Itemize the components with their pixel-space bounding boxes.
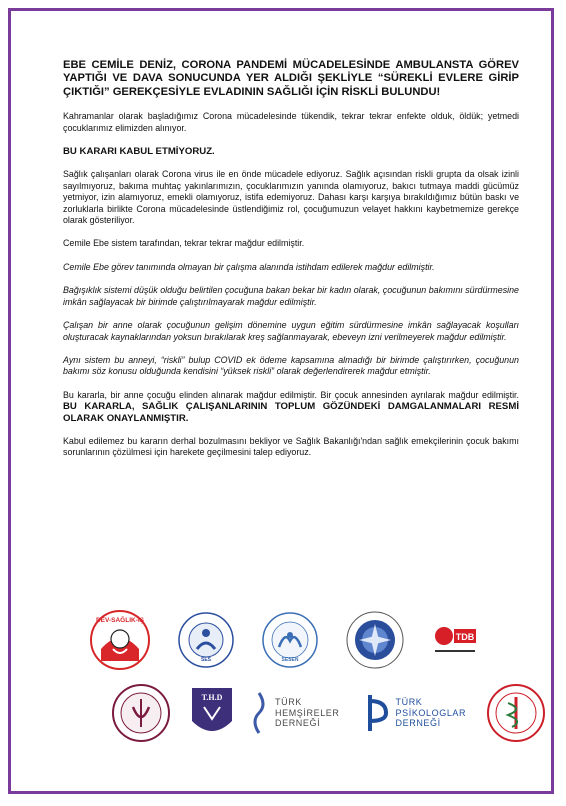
- paragraph-1: Kahramanlar olarak başladığımız Corona mücadelesinde tükendik, tekrar tekrar enfekte olduk, öldük; yetmedi çocuklarımız elimizden alınıyor.: [63, 111, 519, 133]
- logo-row-1: [89, 609, 505, 671]
- turk-hemsireler-dernegi-label: TÜRK HEMŞİRELER DERNEĞİ: [275, 697, 340, 729]
- paragraph-5: Bağışıklık sistemi düşük olduğu belirtilen çocuğuna bakan bekar bir kadın olarak, çocuğunun bakımını sürdürmesine imkân sağlayacak bir birimde çalıştırılmayarak mağdur edilmiştir.: [63, 285, 519, 307]
- paragraph-7: Aynı sistem bu anneyi, “riskli” bulup COVID ek ödeme kapsamına almadığı bir birimde çalıştırırken, çocuğunun bakımı söz konusu olduğunda kendisini “yüksek riskli” olarak değerlendirerek mağdur etmiştir.: [63, 354, 519, 377]
- paragraph-6: Çalışan bir anne olarak çocuğunun gelişim dönemine uygun eğitim sürdürmesine imkân sağlayacak koşulları oluşturacak kaynaklarından yoksun bırakılarak kreş sağlanmayarak, ebeveyn izni verilmeyerek mağdur edilmiştir.: [63, 320, 519, 342]
- turk-psikologlar-dernegi-label: TÜRK PSİKOLOGLAR DERNEĞİ: [395, 697, 467, 729]
- paragraph-9: Kabul edilemez bu kararın derhal bozulmasını bekliyor ve Sağlık Bakanlığı'ndan sağlık emekçilerinin çocuk bakımı sorunlarının çözülmesi için harekete geçilmesini talep ediyoruz.: [63, 435, 519, 458]
- paragraph-3: Cemile Ebe sistem tarafından, tekrar tekrar mağdur edilmiştir.: [63, 238, 305, 249]
- document-frame: [8, 8, 554, 794]
- dev-saglik-is-label: DEV-SAĞLIK-İŞ: [95, 617, 145, 624]
- ses-label: SES: [200, 657, 212, 663]
- logo-row-2: [111, 683, 554, 743]
- paragraph-8-text: Bu kararla, bir anne çocuğu elinden alınarak mağdur edilmiştir. Bir çocuk annesinden ayrılarak mağdur edilmiştir.: [63, 389, 519, 400]
- tdb-label: TDB: [455, 632, 475, 642]
- thd-label: T.H.D: [201, 693, 223, 702]
- document-body: [63, 59, 519, 459]
- circle-emblem-logo: [345, 610, 405, 670]
- section-heading: BU KARARI KABUL ETMİYORUZ.: [63, 146, 215, 158]
- turk-eczacilari-birligi-logo: [111, 683, 171, 743]
- thd-logo: [189, 685, 235, 741]
- sesen-logo: [261, 611, 319, 669]
- turk-tabipleri-birligi-logo: [486, 683, 546, 743]
- dev-saglik-is-logo: [89, 609, 151, 671]
- turk-psikologlar-dernegi-logo: [366, 691, 467, 735]
- tdb-logo: [431, 616, 479, 664]
- paragraph-4: Cemile Ebe görev tanımında olmayan bir çalışma alanında istihdam edilerek mağdur edilmiştir.: [63, 261, 435, 272]
- turk-hemsireler-dernegi-logo: [249, 691, 340, 735]
- paragraph-8-bold: BU KARARLA, SAĞLIK ÇALIŞANLARININ TOPLUM GÖZÜNDEKİ DAMGALANMALARI RESMİ OLARAK ONAYLANMIŞTIR.: [63, 401, 519, 424]
- sesen-label: SESEN: [281, 657, 299, 663]
- document-title: EBE CEMİLE DENİZ, CORONA PANDEMİ MÜCADELESİNDE AMBULANSTA GÖREV YAPTIĞI VE DAVA SONUCUNDA YER ALDIĞI ŞEKLİYLE “SÜREKLİ EVLERE GİRİP ÇIKTIĞI” GEREKÇESİYLE EVLADININ SAĞLIĞI İÇİN RİSKLİ BULUNDU!: [63, 59, 519, 98]
- paragraph-8: [63, 390, 519, 424]
- paragraph-2: Sağlık çalışanları olarak Corona virus ile en önde mücadele ediyoruz. Sağlık açısından riskli grupta da olsak izinli sayılmıyoruz, bakıma muhtaç yakınlarımızın, çocuklarımızın yanında olamıyoruz, bakıcı tutmaya maddi gücümüz yetmiyor, izin alamıyoruz, emekli olamıyoruz, istifa edemiyoruz. Dahası karşı karşıya bırakıldığımız bütün baskı ve zorluklarla birlikte Corona mücadelesinde üstlendiğimiz rol, çocuğumuzun velayet hakkını kaybetmemize gerekçe olarak gösteriliyor.: [63, 169, 519, 226]
- ses-logo: [177, 611, 235, 669]
